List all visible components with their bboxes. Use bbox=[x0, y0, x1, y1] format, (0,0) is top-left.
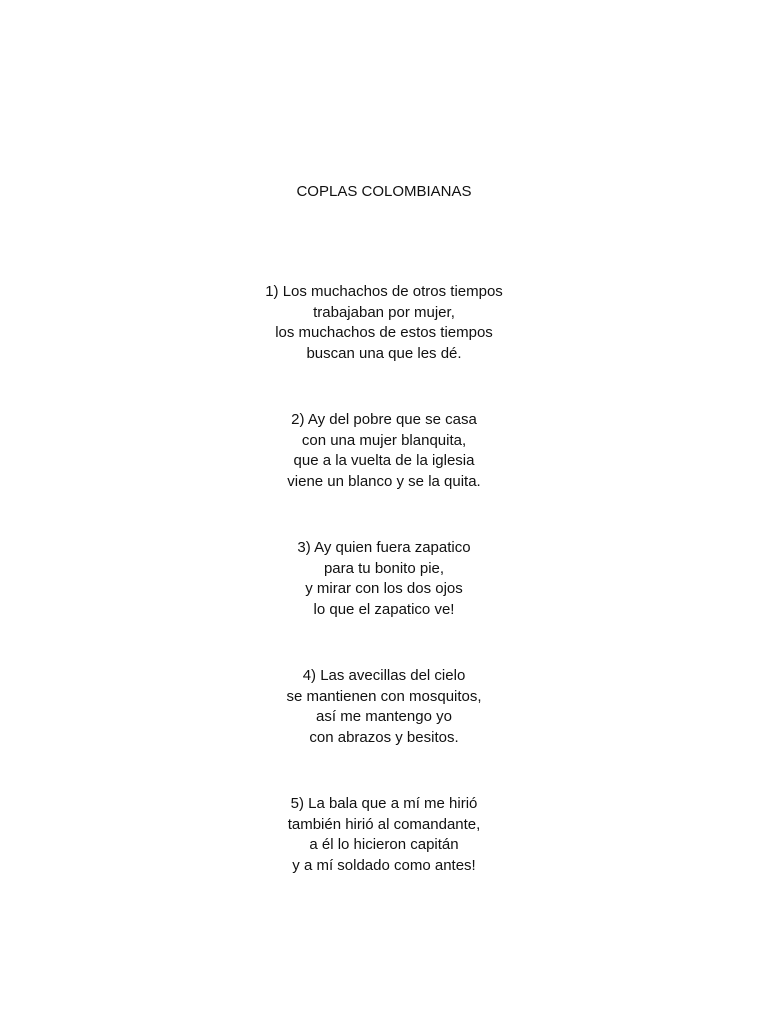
stanza-line: 4) Las avecillas del cielo bbox=[302, 667, 466, 684]
stanza-3 bbox=[0, 538, 768, 620]
stanza-1 bbox=[0, 282, 768, 364]
stanza-2 bbox=[0, 410, 768, 492]
stanza-line: para tu bonito pie, bbox=[323, 559, 445, 577]
stanza-line: con una mujer blanquita, bbox=[301, 431, 467, 449]
stanza-5 bbox=[0, 794, 768, 876]
document-title: COPLAS COLOMBIANAS bbox=[296, 183, 472, 200]
stanza-line: también hirió al comandante, bbox=[287, 815, 481, 833]
stanza-line: 5) La bala que a mí me hirió bbox=[290, 795, 478, 812]
stanza-line: buscan una que les dé. bbox=[306, 344, 462, 362]
stanza-line: 2) Ay del pobre que se casa bbox=[291, 411, 477, 428]
stanza-4 bbox=[0, 666, 768, 748]
stanza-line: con abrazos y besitos. bbox=[309, 728, 459, 746]
stanza-line: 3) Ay quien fuera zapatico bbox=[297, 539, 471, 556]
stanza-line: los muchachos de estos tiempos bbox=[275, 324, 493, 341]
stanza-line: 1) Los muchachos de otros tiempos bbox=[265, 283, 503, 300]
stanza-line: y a mí soldado como antes! bbox=[292, 856, 476, 874]
stanza-line: que a la vuelta de la iglesia bbox=[293, 452, 475, 469]
stanza-line: así me mantengo yo bbox=[316, 708, 452, 725]
stanza-line: se mantienen con mosquitos, bbox=[286, 687, 482, 705]
stanza-line: viene un blanco y se la quita. bbox=[287, 472, 481, 490]
stanza-line: a él lo hicieron capitán bbox=[309, 836, 459, 853]
stanza-line: trabajaban por mujer, bbox=[313, 303, 455, 321]
stanza-line: lo que el zapatico ve! bbox=[313, 600, 455, 618]
stanza-line: y mirar con los dos ojos bbox=[305, 580, 463, 597]
